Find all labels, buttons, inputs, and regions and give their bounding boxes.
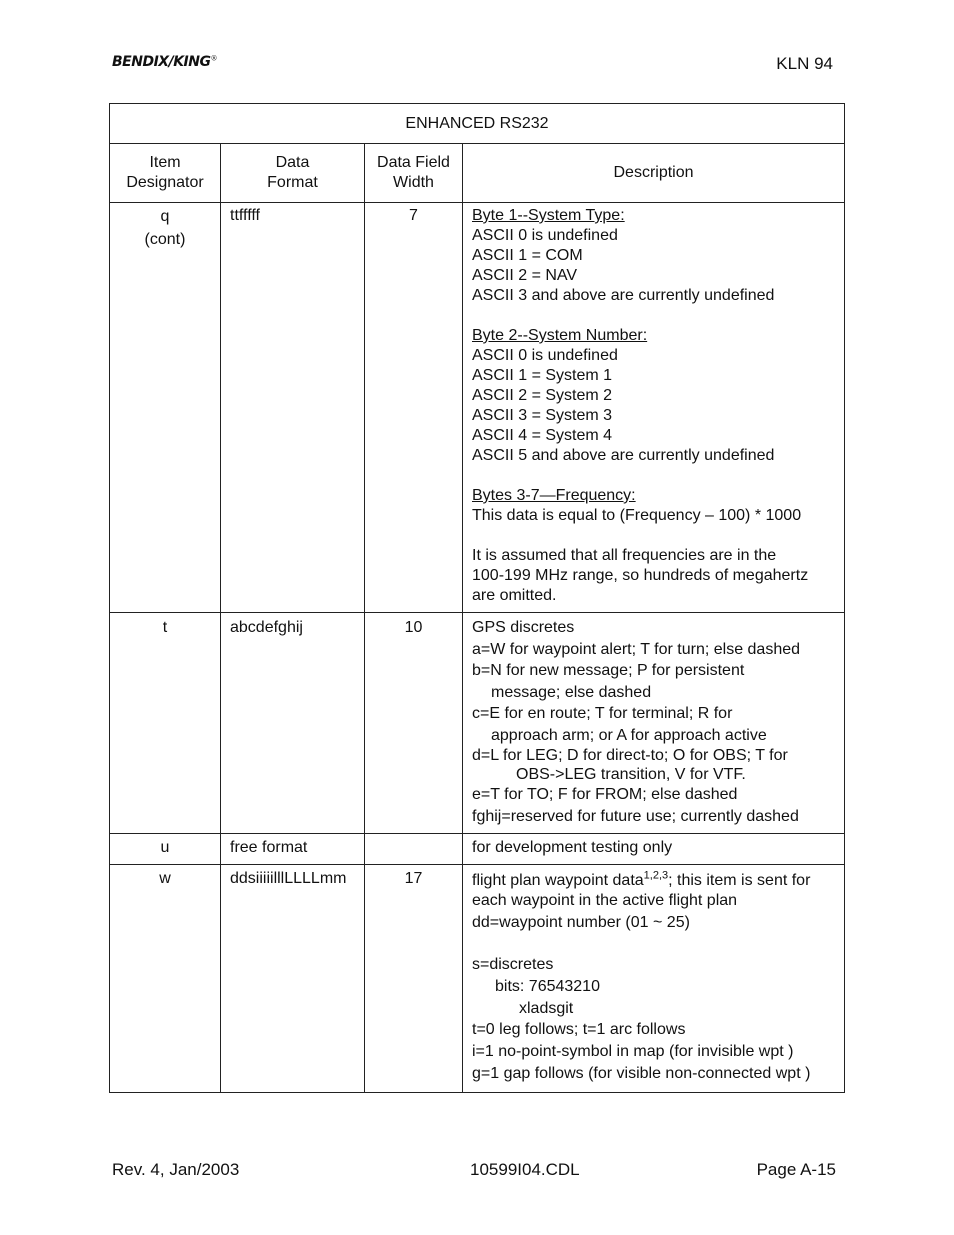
table-row (110, 613, 845, 834)
table-row (110, 834, 845, 865)
table-title: ENHANCED RS232 (110, 104, 845, 144)
brand-logo: BENDIX/KING® (112, 54, 217, 70)
footer-revision: Rev. 4, Jan/2003 (112, 1160, 240, 1179)
width-cell (365, 834, 463, 865)
format-cell: free format (221, 834, 365, 865)
table-row (110, 865, 845, 1093)
item-cell: t (110, 613, 221, 834)
col-header-description: Description (463, 144, 845, 203)
format-cell: ddsiiiiilllLLLLmm (221, 865, 365, 1093)
section-title: Byte 1--System Type: (472, 207, 625, 224)
width-cell: 17 (365, 865, 463, 1093)
footer-filename: 10599I04.CDL (470, 1160, 580, 1179)
footer-page-number: Page A-15 (756, 1160, 836, 1179)
format-cell: ttfffff (221, 203, 365, 613)
col-header-width: Data Field Width (365, 144, 463, 203)
description-cell: GPS discretes a=W for waypoint alert; T for turn; else dashed b=N for new message; P for persistent message; else dashed c=E for en route; T for terminal; R for approach arm; or A for approach active d=L for LEG; D for direct-to; O for OBS; T for OBS->LEG transition, V for VTF. e=T for TO; F for FROM; else dashed fghij=reserved for future use; currently dashed (463, 613, 845, 834)
item-cell: q (cont) (110, 203, 221, 613)
document-id: KLN 94 (776, 54, 833, 73)
col-header-format: Data Format (221, 144, 365, 203)
description-cell: Byte 1--System Type: ASCII 0 is undefined ASCII 1 = COM ASCII 2 = NAV ASCII 3 and above are currently undefined Byte 2--System Number: ASCII 0 is undefined ASCII 1 = System 1 ASCII 2 = System 2 ASCII 3 = System 3 ASCII 4 = System 4 ASCII 5 and above are currently undefined Bytes 3-7—Frequency: This data is equal to (Frequency – 100) * 1000 It is assumed that all frequencies are in the 100-199 MHz range, so hundreds of megahertz are omitted. (463, 203, 845, 613)
col-header-item: Item Designator (110, 144, 221, 203)
description-cell: for development testing only (463, 834, 845, 865)
section-title: Bytes 3-7—Frequency: (472, 487, 636, 504)
description-cell: flight plan waypoint data$^{1,2,3}$; this item is sent for each waypoint in the active flight plan dd=waypoint number (01 ~ 25) s=discretes bits: 76543210 xladsgit t=0 leg follows; t=1 arc follows i=1 no-point-symbol in map (for invisible wpt ) g=1 gap follows (for visible non-connected wpt ) (463, 865, 845, 1093)
section-title: Byte 2--System Number: (472, 327, 648, 344)
item-cell: w (110, 865, 221, 1093)
format-cell: abcdefghij (221, 613, 365, 834)
rs232-table (109, 103, 845, 1093)
item-cell: u (110, 834, 221, 865)
width-cell: 10 (365, 613, 463, 834)
width-cell: 7 (365, 203, 463, 613)
table-row (110, 203, 845, 613)
header-row (110, 144, 845, 203)
